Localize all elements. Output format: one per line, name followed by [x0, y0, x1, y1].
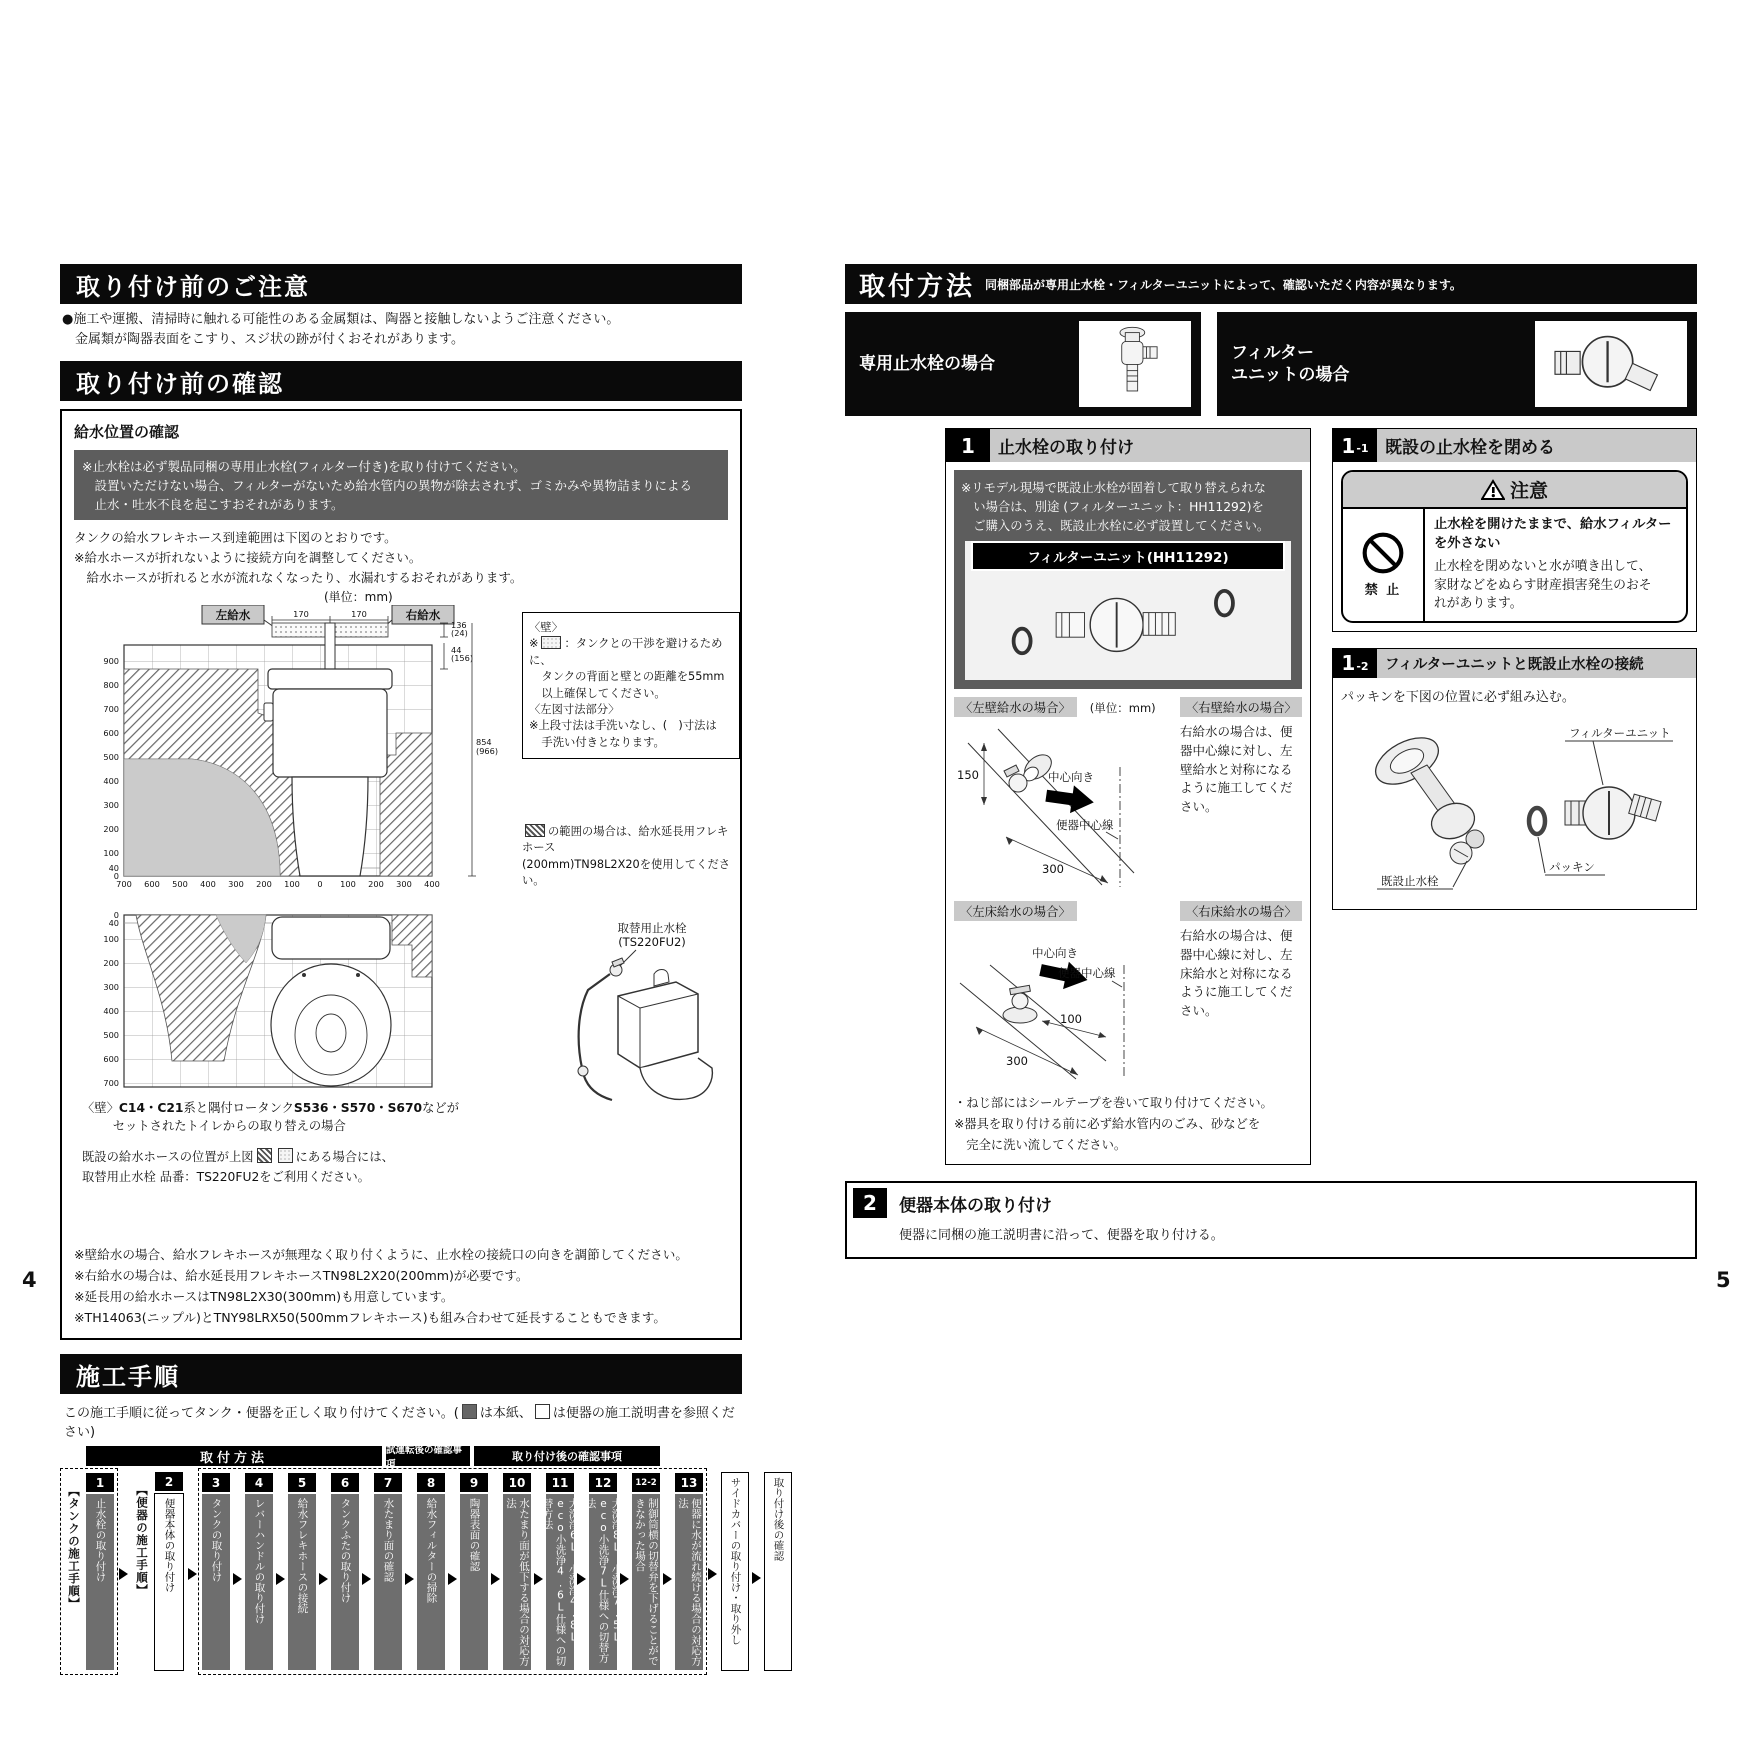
- flow-step-number: 9: [460, 1473, 488, 1492]
- precheck-title: 取り付け前の確認: [76, 369, 284, 398]
- svg-text:600: 600: [144, 879, 160, 889]
- remodel-warning: ※リモデル現場で既設止水栓が固着して取り替えられな い場合は、別途 (フィルターユニット：HH11292)を ご購入のうえ、既設止水栓に必ず設置してください。 フィルターユニット(HH11292): [954, 470, 1302, 689]
- section-1-1-title: 既設の止水栓を閉める: [1377, 429, 1696, 462]
- section-1-notes: ・ねじ部にはシールテープを巻いて取り付けてください。 ※器具を取り付ける前に必ず給水管内のごみ、砂などを 完全に洗い流してください。: [954, 1096, 1273, 1152]
- flow-step-label: 便器に水が流れ続ける場合の対応方法: [675, 1494, 703, 1670]
- page-4: [60, 264, 785, 1678]
- right-wall-supply-text: 右給水の場合は、便器中心線に対し、左壁給水と対称になるように施工してください。: [1180, 724, 1293, 814]
- flow-arrow-icon: [319, 1573, 328, 1585]
- dim-170-left: 170: [293, 609, 309, 619]
- method-columns: [845, 428, 1697, 1165]
- wall-dim-300: 300: [1042, 862, 1064, 876]
- section-1: [945, 428, 1311, 1165]
- flow-step-label: 給水フレキホースの接続: [288, 1494, 316, 1670]
- svg-text:200: 200: [103, 824, 119, 834]
- svg-text:100: 100: [103, 934, 119, 944]
- section-1-number: 1: [946, 429, 990, 462]
- svg-text:400: 400: [103, 776, 119, 786]
- dim-170-right: 170: [351, 609, 367, 619]
- diagram-unit-label: (単位：mm): [324, 590, 393, 604]
- floor-supply-row: [954, 901, 1302, 1087]
- flow-arrow-icon: [119, 1568, 128, 1580]
- flow-step-label: 給水フィルターの掃除: [417, 1494, 445, 1670]
- svg-text:500: 500: [103, 1030, 119, 1040]
- svg-text:600: 600: [103, 1054, 119, 1064]
- replace-case-note: 〈壁〉C14・C21系と隅付ロータンクS536・S570・S670などが セットされたトイレからの取り替えの場合: [82, 1101, 459, 1133]
- flow-step-11: [541, 1473, 580, 1670]
- hatch-swatch-icon: [257, 1148, 272, 1163]
- flow-step-6: [331, 1473, 359, 1670]
- flow-step-label: レバーハンドルの取り付け: [245, 1494, 273, 1670]
- section-2: [845, 1181, 1697, 1259]
- notice-title: 取り付け前のご注意: [76, 272, 310, 301]
- existing-valve-label: 既設止水栓: [1381, 873, 1439, 888]
- flow-step-label: タンクの取り付け: [202, 1494, 230, 1670]
- flow-step-number: 5: [288, 1473, 316, 1492]
- svg-text:600: 600: [103, 728, 119, 738]
- section-1-1-number: 1 -1: [1333, 429, 1377, 462]
- hatch-swatch-icon: [525, 824, 545, 837]
- section-1-title: 止水栓の取り付け: [990, 429, 1310, 462]
- flow-step-number: 10: [503, 1473, 531, 1492]
- flow-header-install: 取付方法: [86, 1446, 382, 1466]
- floor-dim-100: 100: [1060, 1012, 1082, 1026]
- bottom-y-ticks: [103, 910, 119, 1088]
- caution-box: [1341, 470, 1688, 623]
- filter-unit-icon: [1548, 324, 1674, 404]
- dim-44: 44: [451, 645, 462, 655]
- svg-text:400: 400: [424, 879, 440, 889]
- section-1-2-title: フィルターユニットと既設止水栓の接続: [1377, 649, 1696, 678]
- section-1-1-heading: [1333, 429, 1696, 462]
- svg-text:700: 700: [103, 704, 119, 714]
- flow-arrow-icon: [620, 1573, 629, 1585]
- svg-text:200: 200: [368, 879, 384, 889]
- caution-text-cell: 止水栓を開けたままで、給水フィルター を外さない 止水栓を閉めないと水が噴き出して、 家財などをぬらす財産損害発生のおそ れがあります。: [1434, 517, 1672, 612]
- flow-step-number: 11: [546, 1473, 574, 1492]
- flow-arrow-icon: [233, 1573, 242, 1585]
- precheck-box: [60, 409, 742, 1340]
- prohibition-icon: [1361, 531, 1405, 575]
- svg-text:200: 200: [103, 958, 119, 968]
- part-options: [845, 312, 1697, 416]
- wall-supply-row: [954, 697, 1302, 893]
- flow-group: [718, 1468, 795, 1675]
- replace-valve-note: 既設の給水ホースの位置が上図 にある場合には、 取替用止水栓 品番：TS220FU2をご利用ください。: [82, 1150, 394, 1184]
- warning-icon: [1481, 479, 1505, 501]
- packing-label: パッキン: [1549, 859, 1595, 874]
- option-dedicated-valve-label: 専用止水栓の場合: [859, 353, 995, 374]
- svg-text:500: 500: [172, 879, 188, 889]
- install-method-subtitle: 同梱部品が専用止水栓・フィルターユニットによって、確認いただく内容が異なります。: [985, 277, 1462, 292]
- svg-text:100: 100: [103, 848, 119, 858]
- procedure-flowchart: [60, 1445, 785, 1678]
- filter-unit-label: フィルターユニット: [1569, 725, 1671, 740]
- prohibition-cell: [1343, 509, 1425, 621]
- page-number-left: 4: [22, 1268, 37, 1292]
- dim-136: 136: [451, 620, 467, 630]
- wall-note-head: 〈壁〉: [529, 621, 563, 634]
- precheck-subtitle: 給水位置の確認: [74, 423, 180, 441]
- manual-swatch-icon: [535, 1404, 550, 1419]
- svg-text:900: 900: [103, 656, 119, 666]
- flow-step-5: [288, 1473, 316, 1670]
- svg-text:0: 0: [113, 910, 119, 920]
- flow-step-label: 大洗浄8L、小洗浄7.5L、eco小洗浄7L仕様への切替方法: [589, 1494, 617, 1670]
- flow-side-label: 【便器の施工手順】: [135, 1484, 149, 1597]
- notice-line1: ●施工や運搬、清掃時に触れる可能性のある金属類は、陶器と接触しないようご注意ください。: [62, 312, 620, 327]
- procedure-section-header: [60, 1354, 742, 1394]
- paper-swatch-icon: [462, 1404, 477, 1419]
- flow-step-label: 大洗浄6L、小洗浄4.8L、eco小洗浄4.6L仕様への切替方法: [546, 1494, 574, 1670]
- svg-text:400: 400: [200, 879, 216, 889]
- flow-side-label: 【タンクの施工手順】: [67, 1485, 81, 1610]
- supply-notes: ※壁給水の場合、給水フレキホースが無理なく取り付くように、止水栓の接続口の向きを調節してください。 ※右給水の場合は、給水延長用フレキホースTN98L2X20(200mm)が必要です。 ※延長用の給水ホースはTN98L2X30(300mm)も用意しています。 ※TH14063(ニップル)とTNY98LRX50(500mmフレキホース)も組み合わせて延長することもできます。: [74, 1247, 688, 1325]
- svg-text:40: 40: [108, 918, 119, 928]
- flow-step-label: 制御筒横の切替弁を下げることができなかった場合: [632, 1494, 660, 1670]
- install-method-header: [845, 264, 1697, 304]
- svg-text:800: 800: [103, 680, 119, 690]
- flow-group: [198, 1468, 707, 1675]
- flow-group: [129, 1468, 187, 1675]
- dim-854: 854: [476, 737, 492, 747]
- flow-arrow-icon: [448, 1573, 457, 1585]
- section-1-2-number: 1 -2: [1333, 649, 1377, 678]
- wall-center-facing-label: 中心向き: [1048, 770, 1094, 784]
- stopcock-label-line2: (TS220FU2): [618, 935, 686, 949]
- column-filter-unit: [1332, 428, 1697, 910]
- flow-header-trial: 試運転後の確認事項: [386, 1446, 470, 1466]
- filter-connection-illustration: [1341, 709, 1681, 897]
- dim-24: (24): [451, 628, 468, 638]
- flow-step-12: [584, 1473, 623, 1670]
- flow-group: [60, 1468, 118, 1675]
- section-1-heading: [946, 429, 1310, 462]
- x-ticks: [116, 879, 440, 889]
- flow-step-10: [503, 1473, 531, 1670]
- filter-unit-hh11292-illustration: [965, 571, 1291, 675]
- flow-step-label: タンクふたの取り付け: [331, 1494, 359, 1670]
- warning-line2: 設置いただけない場合、フィルターがないため給水管内の異物が除去されず、ゴミかみや異物詰まりによる: [94, 478, 693, 493]
- wall-center-line-label: 便器中心線: [1056, 818, 1114, 832]
- page-number-right: 5: [1716, 1268, 1731, 1292]
- flow-tail-box: サイドカバーの取り付け・取り外し: [721, 1472, 749, 1671]
- svg-text:300: 300: [103, 800, 119, 810]
- right-wall-supply-label: 〈右壁給水の場合〉: [1180, 697, 1302, 717]
- filter-unit-panel: [965, 541, 1291, 680]
- svg-text:200: 200: [256, 879, 272, 889]
- left-wall-supply-label: 〈左壁給水の場合〉: [954, 697, 1077, 717]
- svg-text:400: 400: [103, 1006, 119, 1016]
- install-method-title: 取付方法: [859, 271, 976, 302]
- svg-text:0: 0: [317, 879, 323, 889]
- section-2-heading: [847, 1183, 1695, 1220]
- wall-clearance-note: 〈壁〉 ※ ：タンクとの干渉を避けるために、 タンクの背面と壁との距離を55mm 以上確保してください。 〈左図寸法部分〉 ※上段寸法は手洗いなし、( )寸法は 手洗い付きとなります。: [522, 612, 740, 759]
- stopcock-label-line1: 取替用止水栓: [617, 921, 687, 935]
- flow-step-label: 便器本体の取り付け: [154, 1493, 184, 1671]
- section-1-2-heading: [1333, 649, 1696, 678]
- filter-unit-image: [1535, 321, 1687, 407]
- flow-step-number: 6: [331, 1473, 359, 1492]
- wall-dim-150: 150: [957, 768, 979, 782]
- flow-steps-row: [60, 1468, 795, 1675]
- svg-text:700: 700: [116, 879, 132, 889]
- svg-text:40: 40: [108, 863, 119, 873]
- left-wall-supply-diagram: [954, 717, 1169, 889]
- flow-header-after: 取り付け後の確認事項: [474, 1446, 660, 1466]
- extension-hose-note: の範囲の場合は、給水延長用フレキホース (200mm)TN98L2X20を使用してください。: [522, 825, 731, 888]
- procedure-intro: この施工手順に従ってタンク・便器を正しく取り付けてください。( は本紙、 は便器の施工説明書を参照ください): [64, 1406, 735, 1440]
- floor-center-line-label: 便器中心線: [1058, 966, 1116, 980]
- flow-step-number: 12: [589, 1473, 617, 1492]
- section-2-body: 便器に同梱の施工説明書に沿って、便器を取り付ける。: [899, 1228, 1224, 1243]
- dedicated-valve-image: [1079, 321, 1191, 407]
- flow-step-1: [86, 1473, 114, 1670]
- flow-step-3: [202, 1473, 230, 1670]
- hose-line1: タンクの給水フレキホース到達範囲は下図のとおりです。: [74, 530, 397, 545]
- stop-valve-warning: [74, 450, 728, 520]
- hose-note: [74, 528, 728, 586]
- option-dedicated-valve: [845, 312, 1201, 416]
- flow-step-label: 止水栓の取り付け: [86, 1494, 114, 1670]
- hose-line2: ※給水ホースが折れないように接続方向を調整してください。: [74, 550, 422, 565]
- dim-966: (966): [476, 746, 499, 756]
- flow-step-number: 4: [245, 1473, 273, 1492]
- flow-arrow-icon: [362, 1573, 371, 1585]
- flow-step-7: [374, 1473, 402, 1670]
- procedure-title: 施工手順: [76, 1362, 180, 1391]
- left-floor-supply-label: 〈左床給水の場合〉: [954, 901, 1077, 921]
- option-filter-unit: [1217, 312, 1697, 416]
- svg-text:300: 300: [103, 982, 119, 992]
- flow-arrow-icon: [708, 1568, 717, 1580]
- flow-step-label: 陶器表面の確認: [460, 1494, 488, 1670]
- svg-text:100: 100: [340, 879, 356, 889]
- hose-line3: 給水ホースが折れると水が流れなくなったり、水漏れするおそれがあります。: [86, 570, 523, 585]
- flow-step-label: 水たまり面が低下する場合の対応方法: [503, 1494, 531, 1670]
- notice-section-header: [60, 264, 742, 304]
- svg-text:700: 700: [103, 1078, 119, 1088]
- svg-text:500: 500: [103, 752, 119, 762]
- flow-step-8: [417, 1473, 445, 1670]
- wall-note-head2: 〈左図寸法部分〉: [529, 702, 620, 716]
- hose-reach-diagram: [74, 605, 510, 1101]
- flow-arrow-icon: [491, 1573, 500, 1585]
- section-2-number: 2: [853, 1188, 887, 1218]
- top-y-ticks: [103, 656, 119, 881]
- flow-step-12-2: [632, 1473, 660, 1670]
- flow-arrow-icon: [276, 1573, 285, 1585]
- section-1-1: [1332, 428, 1697, 632]
- svg-text:300: 300: [228, 879, 244, 889]
- page-5: [845, 264, 1697, 1259]
- right-supply-label: 右給水: [405, 608, 441, 622]
- flow-arrow-icon: [663, 1573, 672, 1585]
- warning-line3: 止水・吐水不良を起こすおそれがあります。: [94, 497, 344, 512]
- floor-center-facing-label: 中心向き: [1032, 946, 1078, 960]
- reach-diagram-area: [74, 588, 731, 1238]
- svg-text:100: 100: [284, 879, 300, 889]
- prohibition-label: 禁 止: [1364, 583, 1402, 599]
- flow-step-9: [460, 1473, 488, 1670]
- dim-156: (156): [451, 653, 474, 663]
- flow-arrow-icon: [188, 1568, 197, 1580]
- flow-step-number: 1: [86, 1473, 114, 1492]
- flow-step-label: 水たまり面の確認: [374, 1494, 402, 1670]
- angle-valve-icon: [1104, 322, 1166, 406]
- flow-step-number: 2: [155, 1472, 183, 1491]
- left-supply-label: 左給水: [215, 608, 251, 622]
- wall-unit-label: (単位：mm): [1089, 701, 1156, 715]
- replacement-stop-valve-illustration: [526, 918, 726, 1118]
- flow-step-13: [675, 1473, 703, 1670]
- svg-text:300: 300: [396, 879, 412, 889]
- filter-unit-part-label: フィルターユニット(HH11292): [971, 541, 1285, 571]
- right-floor-supply-text: 右給水の場合は、便器中心線に対し、左床給水と対称になるように施工してください。: [1180, 928, 1293, 1018]
- warning-line1: ※止水栓は必ず製品同梱の専用止水栓(フィルター付き)を取り付けてください。: [82, 459, 526, 474]
- option-filter-unit-label: フィルター ユニットの場合: [1231, 342, 1350, 385]
- flow-step-4: [245, 1473, 273, 1670]
- column-dedicated-valve: [945, 428, 1311, 1165]
- notice-line2: 金属類が陶器表面をこすり、スジ状の跡が付くおそれがあります。: [75, 332, 464, 347]
- flow-step-2: [154, 1472, 184, 1671]
- left-floor-supply-diagram: [954, 921, 1169, 1083]
- section-2-title: 便器本体の取り付け: [899, 1195, 1052, 1216]
- dots-swatch-icon: [541, 636, 561, 649]
- svg-text:0: 0: [113, 871, 119, 881]
- flow-step-number: 8: [417, 1473, 445, 1492]
- packing-instruction: パッキンを下図の位置に必ず組み込む。: [1341, 689, 1575, 705]
- flow-step-number: 7: [374, 1473, 402, 1492]
- caution-header: 注意: [1343, 472, 1686, 509]
- dots-swatch-icon: [278, 1148, 293, 1163]
- flow-step-number: 12-2: [632, 1473, 660, 1492]
- flow-arrow-icon: [752, 1572, 761, 1584]
- flow-step-number: 3: [202, 1473, 230, 1492]
- right-floor-supply-label: 〈右床給水の場合〉: [1180, 901, 1302, 921]
- precheck-section-header: [60, 361, 742, 401]
- flow-arrow-icon: [405, 1573, 414, 1585]
- flow-tail-box: 取り付け後の確認: [764, 1472, 792, 1671]
- section-1-2: [1332, 648, 1697, 910]
- flow-step-number: 13: [675, 1473, 703, 1492]
- floor-dim-300: 300: [1006, 1054, 1028, 1068]
